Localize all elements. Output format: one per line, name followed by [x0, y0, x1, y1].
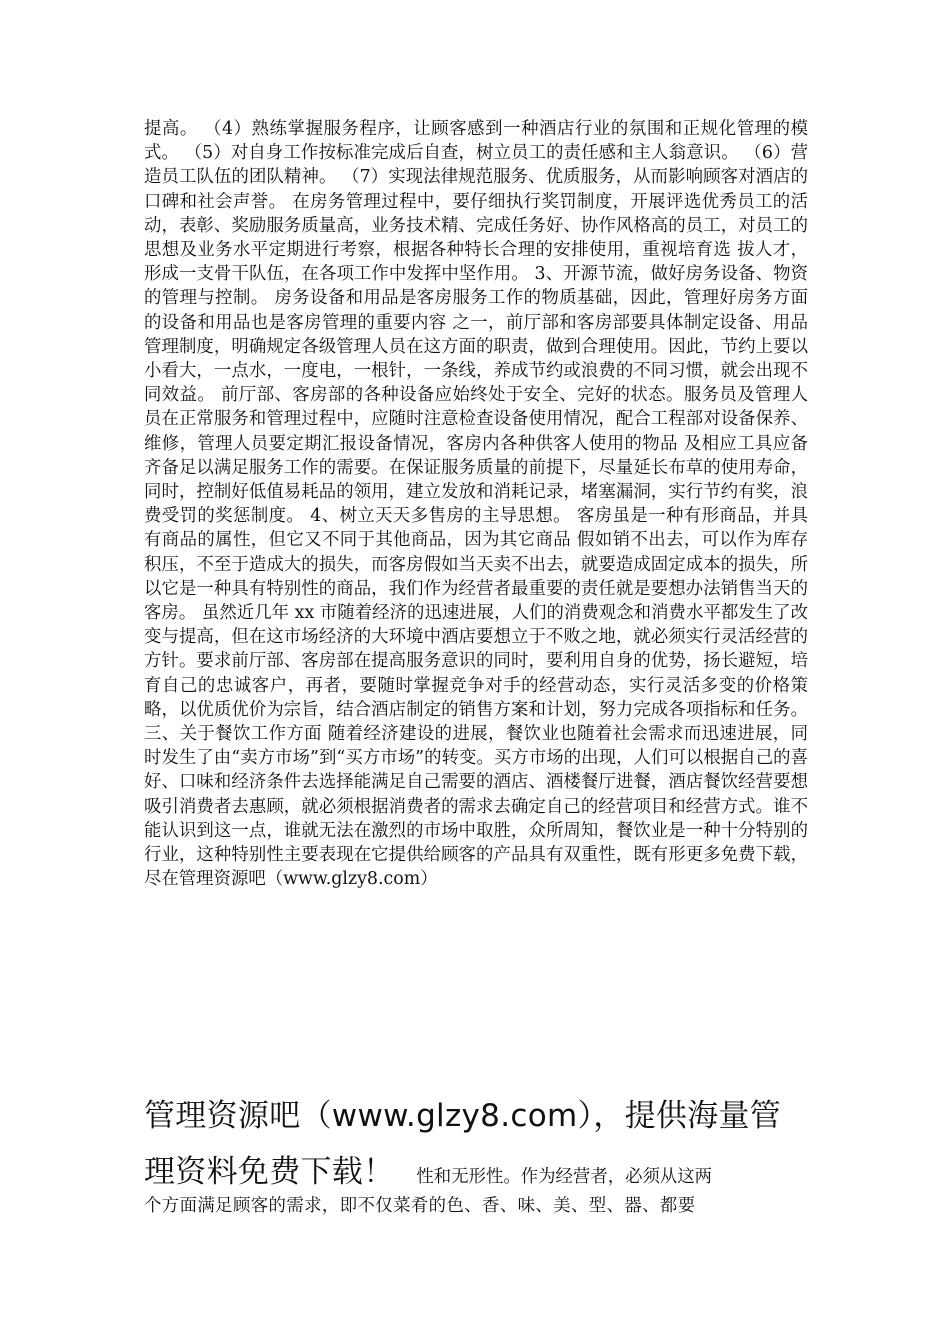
- body-continuation-line: 个方面满足顾客的需求，即不仅菜肴的色、香、味、美、型、器、都要: [144, 1196, 696, 1216]
- banner-title-line: 管理资源吧（www.glzy8.com），提供海量管: [144, 1098, 782, 1134]
- banner-title-end: 理资料免费下载！: [144, 1154, 395, 1190]
- body-paragraph: 提高。 （4）熟练掌握服务程序，让顾客感到一种酒店行业的氛围和正规化管理的模式。 （5）对自身工作按标准完成后自查，树立员工的责任感和主人翁意识。 （6）营造员工队伍的团队精神。 （7）实现法律规范服务、优质服务，从而影响顾客对酒店的口碑和社会声誉。 在房务管理过程中，要仔细执行奖罚制度，开展评选优秀员工的活动，表彰、奖励服务质量高，业务技术精、完成任务好、协作风格高的员工，对员工的思想及业务水平定期进行考察，根据各种特长合理的安排使用，重视培育选 拔人才，形成一支骨干队伍，在各项工作中发挥中坚作用。 3、开源节流，做好房务设备、物资的管理与控制。 房务设备和用品是客房服务工作的物质基础，因此，管理好房务方面的设备和用品也是客房管理的重要内容 之一，前厅部和客房部要具体制定设备、用品管理制度，明确规定各级管理人员在这方面的职责，做到合理使用。因此，节约上要以小看大，一点水，一度电，一根针，一条线，养成节约或浪费的不同习惯，就会出现不同效益。 前厅部、客房部的各种设备应始终处于安全、完好的状态。服务员及管理人员在正常服务和管理过程中，应随时注意检查设备使用情况，配合工程部对设备保养、维修，管理人员要定期汇报设备情况，客房内各种供客人使用的物品 及相应工具应备齐备足以满足服务工作的需要。在保证服务质量的前提下，尽量延长布草的使用寿命，同时，控制好低值易耗品的领用，建立发放和消耗记录，堵塞漏洞，实行节约有奖，浪费受罚的奖惩制度。 4、树立天天多售房的主导思想。 客房虽是一种有形商品，并具有商品的属性，但它又不同于其他商品，因为其它商品 假如销不出去，可以作为库存积压，不至于造成大的损失，而客房假如当天卖不出去，就要造成固定成本的损失，所以它是一种具有特别性的商品，我们作为经营者最重要的责任就是要想办法销售当天的客房。 虽然近几年 xx 市随着经济的迅速进展，人们的消费观念和消费水平都发生了改变与提高，但在这市场经济的大环境中酒店要想立于不败之地，就必须实行灵活经营的方针。要求前厅部、客房部在提高服务意识的同时，要利用自身的优势，扬长避短，培育自己的忠诚客户，再者，要随时掌握竞争对手的经营动态，实行灵活多变的价格策略，以优质优价为宗旨，结合酒店制定的销售方案和计划，努力完成各项指标和任务。 三、关于餐饮工作方面 随着经济建设的进展，餐饮业也随着社会需求而迅速进展，同时发生了由“卖方市场”到“买方市场”的转变。买方市场的出现，人们可以根据自己的喜好、口味和经济条件去选择能满足自己需要的酒店、酒楼餐厅进餐，酒店餐饮经营要想吸引消费者去惠顾，就必须根据消费者的需求去确定自己的经营项目和经营方式。谁不能认识到这一点，谁就无法在激烈的市场中取胜，众所周知，餐饮业是一种十分特别的行业，这种特别性主要表现在它提供给顾客的产品具有双重性，既有形更多免费下载，尽在管理资源吧（www.glzy8.com）: [144, 119, 808, 890]
- promo-banner: [144, 1090, 808, 1198]
- banner-second-line: [144, 1146, 808, 1198]
- body-continuation-tail: 性和无形性。作为经营者，必须从这两: [416, 1167, 713, 1187]
